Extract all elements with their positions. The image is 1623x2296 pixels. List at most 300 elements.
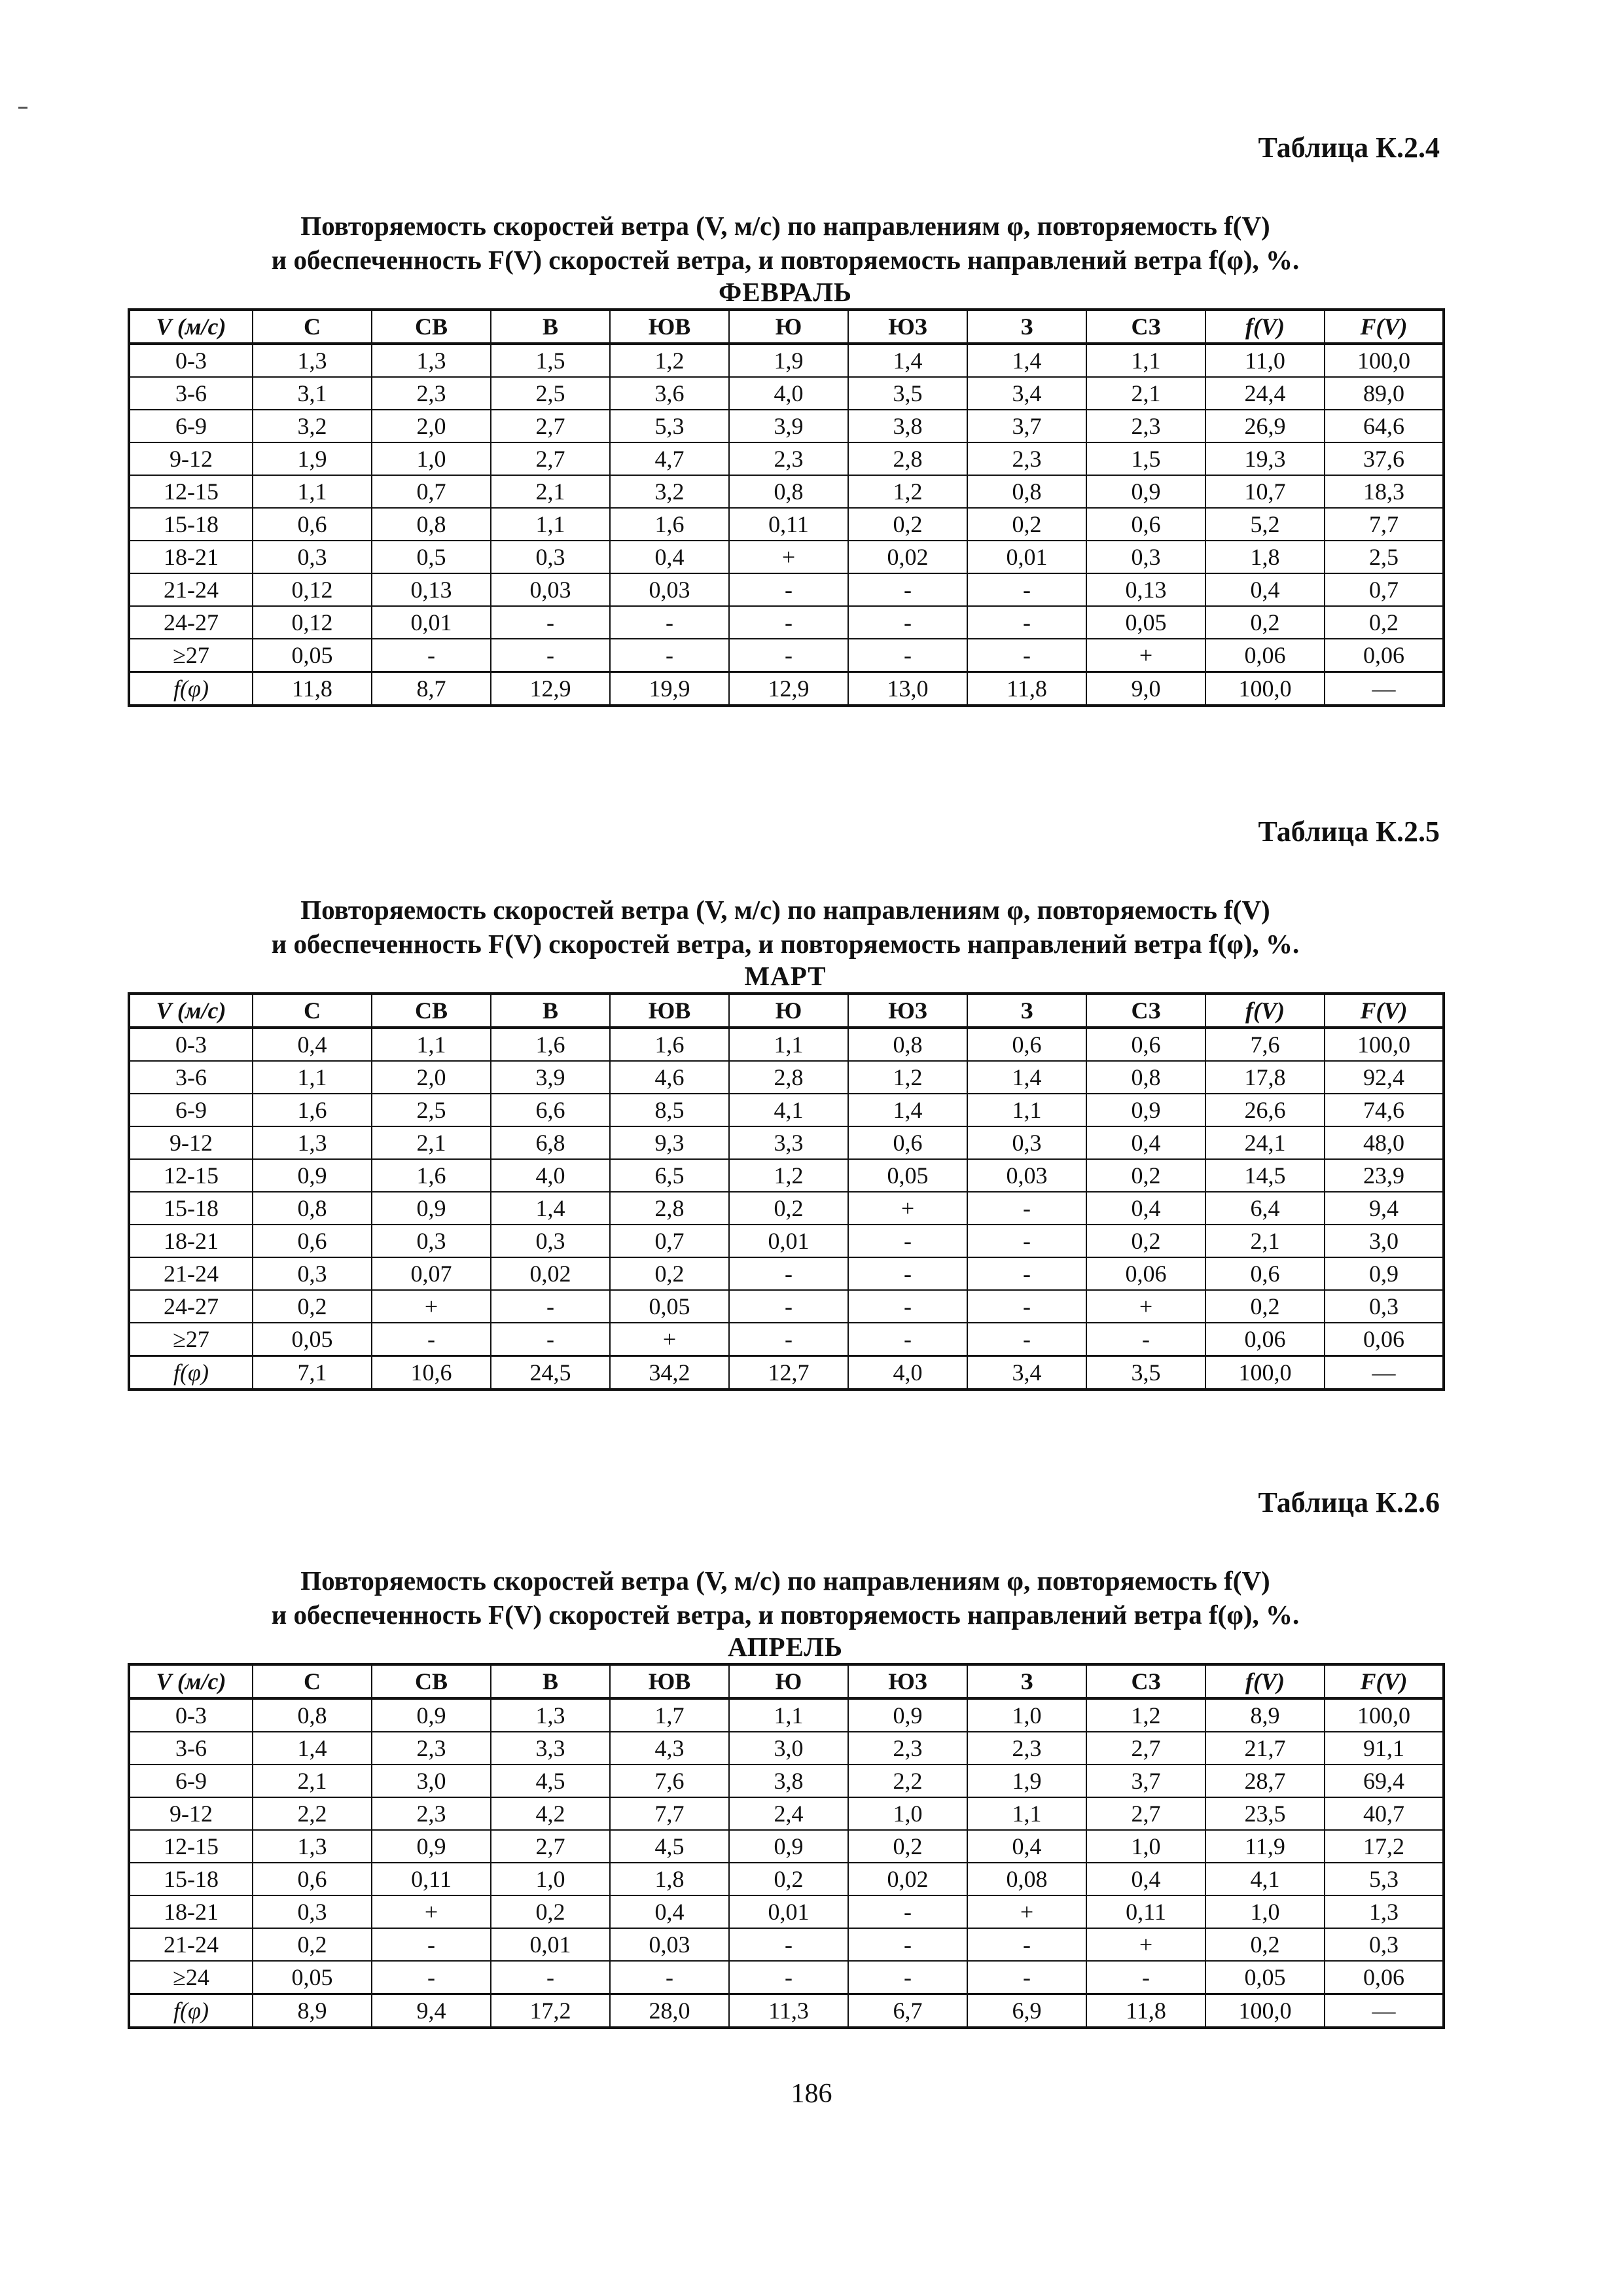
value-cell: 1,1 bbox=[967, 1797, 1086, 1830]
value-cell: - bbox=[967, 1225, 1086, 1257]
value-cell: - bbox=[848, 1961, 967, 1994]
value-cell: 1,0 bbox=[372, 442, 491, 475]
value-cell: 1,3 bbox=[253, 1830, 372, 1863]
value-cell: 7,7 bbox=[1325, 508, 1444, 541]
value-cell: 12,9 bbox=[729, 672, 848, 706]
value-cell: 7,7 bbox=[610, 1797, 729, 1830]
column-header: Ю bbox=[729, 1664, 848, 1698]
value-cell: - bbox=[610, 639, 729, 672]
value-cell: 10,7 bbox=[1205, 475, 1325, 508]
value-cell: 0,6 bbox=[253, 1225, 372, 1257]
column-header: З bbox=[967, 310, 1086, 344]
value-cell: 1,0 bbox=[1086, 1830, 1205, 1863]
value-cell: 2,8 bbox=[729, 1061, 848, 1094]
table-body bbox=[129, 1028, 1444, 1390]
table-row bbox=[129, 410, 1444, 442]
value-cell: 1,0 bbox=[1205, 1895, 1325, 1928]
table-row bbox=[129, 508, 1444, 541]
value-cell: 0,2 bbox=[1086, 1225, 1205, 1257]
value-cell: - bbox=[967, 1323, 1086, 1356]
value-cell: 0,3 bbox=[253, 1895, 372, 1928]
value-cell: 8,5 bbox=[610, 1094, 729, 1126]
value-cell: 4,0 bbox=[491, 1159, 610, 1192]
value-cell: 0,01 bbox=[491, 1928, 610, 1961]
value-cell: 0,01 bbox=[372, 606, 491, 639]
column-header: СВ bbox=[372, 310, 491, 344]
value-cell: - bbox=[491, 639, 610, 672]
row-label-cell: f(φ) bbox=[129, 672, 253, 706]
row-label-cell: 21-24 bbox=[129, 573, 253, 606]
table-row bbox=[129, 1192, 1444, 1225]
value-cell: 6,6 bbox=[491, 1094, 610, 1126]
value-cell: 3,5 bbox=[1086, 1356, 1205, 1390]
column-header: З bbox=[967, 1664, 1086, 1698]
row-label-cell: 6-9 bbox=[129, 1094, 253, 1126]
row-label-cell: 15-18 bbox=[129, 1192, 253, 1225]
value-cell: 1,8 bbox=[1205, 541, 1325, 573]
value-cell: - bbox=[729, 1257, 848, 1290]
value-cell: 3,0 bbox=[372, 1765, 491, 1797]
value-cell: 0,9 bbox=[253, 1159, 372, 1192]
value-cell: 3,8 bbox=[729, 1765, 848, 1797]
row-label-cell: 12-15 bbox=[129, 1830, 253, 1863]
value-cell: 0,6 bbox=[967, 1028, 1086, 1061]
table-row bbox=[129, 1698, 1444, 1732]
value-cell: 0,9 bbox=[848, 1698, 967, 1732]
value-cell: - bbox=[848, 1928, 967, 1961]
value-cell: 0,05 bbox=[610, 1290, 729, 1323]
table-row bbox=[129, 1797, 1444, 1830]
row-label-cell: 3-6 bbox=[129, 377, 253, 410]
value-cell: 26,9 bbox=[1205, 410, 1325, 442]
value-cell: 89,0 bbox=[1325, 377, 1444, 410]
value-cell: 0,05 bbox=[253, 1323, 372, 1356]
value-cell: 0,3 bbox=[1086, 541, 1205, 573]
value-cell: 0,6 bbox=[1205, 1257, 1325, 1290]
column-header: ЮВ bbox=[610, 1664, 729, 1698]
value-cell: + bbox=[848, 1192, 967, 1225]
value-cell: 74,6 bbox=[1325, 1094, 1444, 1126]
value-cell: - bbox=[967, 1961, 1086, 1994]
value-cell: 2,3 bbox=[372, 377, 491, 410]
value-cell: 2,1 bbox=[372, 1126, 491, 1159]
value-cell: 5,3 bbox=[1325, 1863, 1444, 1895]
value-cell: 0,5 bbox=[372, 541, 491, 573]
value-cell: 2,7 bbox=[491, 442, 610, 475]
value-cell: 17,2 bbox=[1325, 1830, 1444, 1863]
value-cell: 2,3 bbox=[967, 1732, 1086, 1765]
value-cell: 0,2 bbox=[729, 1192, 848, 1225]
value-cell: 3,3 bbox=[491, 1732, 610, 1765]
value-cell: 0,8 bbox=[848, 1028, 967, 1061]
wind-table bbox=[128, 308, 1445, 707]
value-cell: 23,5 bbox=[1205, 1797, 1325, 1830]
table-row bbox=[129, 1225, 1444, 1257]
table-number: Таблица К.2.6 bbox=[1258, 1486, 1440, 1518]
table-body bbox=[129, 1698, 1444, 2028]
value-cell: 1,8 bbox=[610, 1863, 729, 1895]
value-cell: 3,4 bbox=[967, 377, 1086, 410]
column-header: ЮЗ bbox=[848, 310, 967, 344]
value-cell: 2,3 bbox=[372, 1732, 491, 1765]
value-cell: 0,9 bbox=[1325, 1257, 1444, 1290]
value-cell: - bbox=[491, 1961, 610, 1994]
value-cell: 5,2 bbox=[1205, 508, 1325, 541]
value-cell: 3,6 bbox=[610, 377, 729, 410]
value-cell: 64,6 bbox=[1325, 410, 1444, 442]
value-cell: - bbox=[729, 606, 848, 639]
value-cell: 0,2 bbox=[1205, 1290, 1325, 1323]
value-cell: 0,4 bbox=[610, 541, 729, 573]
column-header: f(V) bbox=[1205, 994, 1325, 1028]
table-row bbox=[129, 1961, 1444, 1994]
value-cell: 4,5 bbox=[610, 1830, 729, 1863]
column-header: F(V) bbox=[1325, 994, 1444, 1028]
column-header: З bbox=[967, 994, 1086, 1028]
value-cell: 100,0 bbox=[1325, 1028, 1444, 1061]
column-header: СЗ bbox=[1086, 310, 1205, 344]
table-row bbox=[129, 541, 1444, 573]
page-number: 186 bbox=[791, 2079, 832, 2109]
value-cell: 0,11 bbox=[1086, 1895, 1205, 1928]
value-cell: 23,9 bbox=[1325, 1159, 1444, 1192]
column-header: Ю bbox=[729, 310, 848, 344]
row-label-cell: f(φ) bbox=[129, 1356, 253, 1390]
value-cell: 0,01 bbox=[729, 1895, 848, 1928]
value-cell: 0,8 bbox=[967, 475, 1086, 508]
value-cell: 100,0 bbox=[1205, 1356, 1325, 1390]
header-row bbox=[129, 310, 1444, 344]
value-cell: — bbox=[1325, 672, 1444, 706]
row-label-cell: 18-21 bbox=[129, 1225, 253, 1257]
value-cell: 3,5 bbox=[848, 377, 967, 410]
value-cell: 0,03 bbox=[610, 1928, 729, 1961]
value-cell: 0,6 bbox=[1086, 1028, 1205, 1061]
row-label-cell: 9-12 bbox=[129, 442, 253, 475]
value-cell: 14,5 bbox=[1205, 1159, 1325, 1192]
value-cell: 0,03 bbox=[967, 1159, 1086, 1192]
table-row bbox=[129, 1094, 1444, 1126]
value-cell: 34,2 bbox=[610, 1356, 729, 1390]
row-label-cell: 18-21 bbox=[129, 541, 253, 573]
wind-table bbox=[128, 992, 1445, 1391]
caption-line-2: и обеспеченность F(V) скоростей ветра, и повторяемость направлений ветра f(φ), %. bbox=[271, 929, 1300, 959]
row-label-cell: 18-21 bbox=[129, 1895, 253, 1928]
value-cell: 2,1 bbox=[253, 1765, 372, 1797]
table-row bbox=[129, 1863, 1444, 1895]
value-cell: 4,2 bbox=[491, 1797, 610, 1830]
value-cell: 0,2 bbox=[253, 1928, 372, 1961]
value-cell: 0,8 bbox=[253, 1698, 372, 1732]
table-row bbox=[129, 1895, 1444, 1928]
value-cell: 2,7 bbox=[491, 410, 610, 442]
value-cell: 26,6 bbox=[1205, 1094, 1325, 1126]
value-cell: 0,11 bbox=[729, 508, 848, 541]
value-cell: 0,03 bbox=[491, 573, 610, 606]
value-cell: 0,3 bbox=[253, 541, 372, 573]
column-header: f(V) bbox=[1205, 310, 1325, 344]
value-cell: 11,8 bbox=[253, 672, 372, 706]
value-cell: 3,4 bbox=[967, 1356, 1086, 1390]
table-number: Таблица К.2.5 bbox=[1258, 816, 1440, 848]
value-cell: 1,3 bbox=[253, 344, 372, 377]
value-cell: - bbox=[967, 1928, 1086, 1961]
value-cell: 10,6 bbox=[372, 1356, 491, 1390]
value-cell: 19,9 bbox=[610, 672, 729, 706]
value-cell: 0,3 bbox=[491, 1225, 610, 1257]
header-row bbox=[129, 1664, 1444, 1698]
value-cell: 1,6 bbox=[610, 1028, 729, 1061]
value-cell: + bbox=[610, 1323, 729, 1356]
row-label-cell: 15-18 bbox=[129, 508, 253, 541]
caption-line-2: и обеспеченность F(V) скоростей ветра, и повторяемость направлений ветра f(φ), %. bbox=[271, 1600, 1300, 1630]
row-label-cell: 9-12 bbox=[129, 1797, 253, 1830]
column-header: ЮВ bbox=[610, 310, 729, 344]
value-cell: 0,3 bbox=[967, 1126, 1086, 1159]
value-cell: 0,4 bbox=[253, 1028, 372, 1061]
row-label-cell: 6-9 bbox=[129, 1765, 253, 1797]
value-cell: 0,12 bbox=[253, 606, 372, 639]
value-cell: 0,9 bbox=[729, 1830, 848, 1863]
table-row bbox=[129, 442, 1444, 475]
value-cell: - bbox=[491, 1290, 610, 1323]
value-cell: - bbox=[372, 1961, 491, 1994]
column-header: С bbox=[253, 310, 372, 344]
value-cell: + bbox=[1086, 639, 1205, 672]
value-cell: - bbox=[848, 1290, 967, 1323]
row-label-cell: 3-6 bbox=[129, 1061, 253, 1094]
value-cell: 1,1 bbox=[372, 1028, 491, 1061]
row-label-cell: ≥27 bbox=[129, 639, 253, 672]
table-row bbox=[129, 672, 1444, 706]
value-cell: — bbox=[1325, 1356, 1444, 1390]
row-label-cell: 24-27 bbox=[129, 1290, 253, 1323]
row-label-cell: 12-15 bbox=[129, 1159, 253, 1192]
table-body bbox=[129, 344, 1444, 706]
value-cell: 1,4 bbox=[491, 1192, 610, 1225]
row-label-cell: 3-6 bbox=[129, 1732, 253, 1765]
value-cell: 4,6 bbox=[610, 1061, 729, 1094]
table-row bbox=[129, 1323, 1444, 1356]
value-cell: 11,3 bbox=[729, 1994, 848, 2028]
value-cell: 12,7 bbox=[729, 1356, 848, 1390]
value-cell: 0,05 bbox=[848, 1159, 967, 1192]
table-row bbox=[129, 1830, 1444, 1863]
value-cell: 24,4 bbox=[1205, 377, 1325, 410]
value-cell: 0,2 bbox=[491, 1895, 610, 1928]
value-cell: + bbox=[967, 1895, 1086, 1928]
value-cell: 2,4 bbox=[729, 1797, 848, 1830]
table-row bbox=[129, 1928, 1444, 1961]
value-cell: 0,7 bbox=[1325, 573, 1444, 606]
value-cell: - bbox=[967, 573, 1086, 606]
value-cell: 1,6 bbox=[253, 1094, 372, 1126]
value-cell: 8,9 bbox=[1205, 1698, 1325, 1732]
value-cell: 1,9 bbox=[967, 1765, 1086, 1797]
value-cell: 0,02 bbox=[848, 541, 967, 573]
value-cell: 0,8 bbox=[729, 475, 848, 508]
value-cell: - bbox=[729, 573, 848, 606]
value-cell: 48,0 bbox=[1325, 1126, 1444, 1159]
value-cell: 0,2 bbox=[1205, 1928, 1325, 1961]
caption-line-1: Повторяемость скоростей ветра (V, м/с) по направлениям φ, повторяемость f(V) bbox=[300, 1566, 1270, 1596]
value-cell: 1,1 bbox=[491, 508, 610, 541]
value-cell: 0,3 bbox=[491, 541, 610, 573]
value-cell: 0,6 bbox=[253, 508, 372, 541]
value-cell: 6,9 bbox=[967, 1994, 1086, 2028]
table-row bbox=[129, 1159, 1444, 1192]
value-cell: 2,3 bbox=[1086, 410, 1205, 442]
value-cell: 1,4 bbox=[967, 344, 1086, 377]
table-row bbox=[129, 1356, 1444, 1390]
value-cell: 11,8 bbox=[967, 672, 1086, 706]
value-cell: 0,13 bbox=[372, 573, 491, 606]
value-cell: 1,7 bbox=[610, 1698, 729, 1732]
value-cell: 1,6 bbox=[372, 1159, 491, 1192]
value-cell: 1,1 bbox=[1086, 344, 1205, 377]
table-block-march bbox=[128, 812, 1443, 1391]
value-cell: 2,5 bbox=[1325, 541, 1444, 573]
value-cell: 0,4 bbox=[1086, 1192, 1205, 1225]
value-cell: 0,6 bbox=[848, 1126, 967, 1159]
table-row bbox=[129, 606, 1444, 639]
value-cell: 0,3 bbox=[1325, 1290, 1444, 1323]
value-cell: 1,4 bbox=[967, 1061, 1086, 1094]
value-cell: 92,4 bbox=[1325, 1061, 1444, 1094]
value-cell: + bbox=[372, 1895, 491, 1928]
value-cell: 2,2 bbox=[253, 1797, 372, 1830]
value-cell: 1,0 bbox=[491, 1863, 610, 1895]
value-cell: 1,1 bbox=[729, 1028, 848, 1061]
value-cell: - bbox=[491, 606, 610, 639]
value-cell: 11,8 bbox=[1086, 1994, 1205, 2028]
value-cell: - bbox=[729, 639, 848, 672]
caption-line-1: Повторяемость скоростей ветра (V, м/с) по направлениям φ, повторяемость f(V) bbox=[300, 211, 1270, 241]
value-cell: 0,05 bbox=[1205, 1961, 1325, 1994]
value-cell: 28,7 bbox=[1205, 1765, 1325, 1797]
value-cell: 8,7 bbox=[372, 672, 491, 706]
value-cell: 9,4 bbox=[1325, 1192, 1444, 1225]
value-cell: 0,2 bbox=[1205, 606, 1325, 639]
column-header: СВ bbox=[372, 994, 491, 1028]
value-cell: 6,5 bbox=[610, 1159, 729, 1192]
value-cell: 1,0 bbox=[967, 1698, 1086, 1732]
value-cell: 1,6 bbox=[610, 508, 729, 541]
value-cell: — bbox=[1325, 1994, 1444, 2028]
column-header: ЮЗ bbox=[848, 1664, 967, 1698]
value-cell: 18,3 bbox=[1325, 475, 1444, 508]
column-header: ЮЗ bbox=[848, 994, 967, 1028]
value-cell: 2,1 bbox=[491, 475, 610, 508]
value-cell: 19,3 bbox=[1205, 442, 1325, 475]
value-cell: 2,0 bbox=[372, 1061, 491, 1094]
row-label-cell: f(φ) bbox=[129, 1994, 253, 2028]
value-cell: 1,1 bbox=[253, 475, 372, 508]
value-cell: 0,4 bbox=[1086, 1126, 1205, 1159]
value-cell: 1,4 bbox=[253, 1732, 372, 1765]
value-cell: 0,9 bbox=[1086, 1094, 1205, 1126]
value-cell: 6,4 bbox=[1205, 1192, 1325, 1225]
value-cell: 0,11 bbox=[372, 1863, 491, 1895]
value-cell: 0,3 bbox=[253, 1257, 372, 1290]
row-label-cell: 0-3 bbox=[129, 344, 253, 377]
value-cell: 2,3 bbox=[729, 442, 848, 475]
value-cell: 0,9 bbox=[372, 1698, 491, 1732]
value-cell: - bbox=[848, 1257, 967, 1290]
value-cell: 0,2 bbox=[610, 1257, 729, 1290]
row-label-cell: 12-15 bbox=[129, 475, 253, 508]
value-cell: 1,1 bbox=[729, 1698, 848, 1732]
value-cell: 1,6 bbox=[491, 1028, 610, 1061]
value-cell: 3,1 bbox=[253, 377, 372, 410]
month-title: ФЕВРАЛЬ bbox=[719, 277, 852, 307]
table-block-april bbox=[128, 1482, 1443, 2029]
value-cell: 2,7 bbox=[1086, 1797, 1205, 1830]
table-row bbox=[129, 1028, 1444, 1061]
value-cell: 2,5 bbox=[491, 377, 610, 410]
table-row bbox=[129, 475, 1444, 508]
value-cell: - bbox=[848, 1225, 967, 1257]
value-cell: 3,2 bbox=[253, 410, 372, 442]
value-cell: 2,3 bbox=[372, 1797, 491, 1830]
value-cell: - bbox=[848, 1323, 967, 1356]
value-cell: 0,4 bbox=[1086, 1863, 1205, 1895]
table-number: Таблица К.2.4 bbox=[1258, 132, 1440, 164]
table-row bbox=[129, 1061, 1444, 1094]
value-cell: 1,9 bbox=[253, 442, 372, 475]
value-cell: 1,1 bbox=[967, 1094, 1086, 1126]
value-cell: 100,0 bbox=[1325, 344, 1444, 377]
value-cell: 7,1 bbox=[253, 1356, 372, 1390]
value-cell: 17,8 bbox=[1205, 1061, 1325, 1094]
value-cell: 3,7 bbox=[967, 410, 1086, 442]
value-cell: 0,02 bbox=[848, 1863, 967, 1895]
value-cell: 0,2 bbox=[848, 1830, 967, 1863]
value-cell: 37,6 bbox=[1325, 442, 1444, 475]
row-label-cell: ≥24 bbox=[129, 1961, 253, 1994]
table-row bbox=[129, 1765, 1444, 1797]
value-cell: 1,2 bbox=[848, 1061, 967, 1094]
value-cell: 0,12 bbox=[253, 573, 372, 606]
value-cell: 100,0 bbox=[1325, 1698, 1444, 1732]
value-cell: 24,1 bbox=[1205, 1126, 1325, 1159]
value-cell: 1,5 bbox=[1086, 442, 1205, 475]
value-cell: 0,06 bbox=[1325, 1323, 1444, 1356]
value-cell: 0,3 bbox=[1325, 1928, 1444, 1961]
value-cell: 2,3 bbox=[967, 442, 1086, 475]
value-cell: 2,2 bbox=[848, 1765, 967, 1797]
value-cell: - bbox=[729, 1961, 848, 1994]
table-row bbox=[129, 1732, 1444, 1765]
value-cell: 4,5 bbox=[491, 1765, 610, 1797]
value-cell: 1,2 bbox=[848, 475, 967, 508]
column-header: С bbox=[253, 994, 372, 1028]
value-cell: 7,6 bbox=[610, 1765, 729, 1797]
value-cell: 0,6 bbox=[1086, 508, 1205, 541]
value-cell: - bbox=[491, 1323, 610, 1356]
value-cell: 6,8 bbox=[491, 1126, 610, 1159]
value-cell: 4,3 bbox=[610, 1732, 729, 1765]
value-cell: 69,4 bbox=[1325, 1765, 1444, 1797]
value-cell: 0,4 bbox=[610, 1895, 729, 1928]
table-row bbox=[129, 639, 1444, 672]
value-cell: - bbox=[848, 606, 967, 639]
value-cell: 3,0 bbox=[1325, 1225, 1444, 1257]
value-cell: 2,1 bbox=[1205, 1225, 1325, 1257]
value-cell: 0,02 bbox=[491, 1257, 610, 1290]
row-label-cell: 9-12 bbox=[129, 1126, 253, 1159]
value-cell: - bbox=[729, 1928, 848, 1961]
